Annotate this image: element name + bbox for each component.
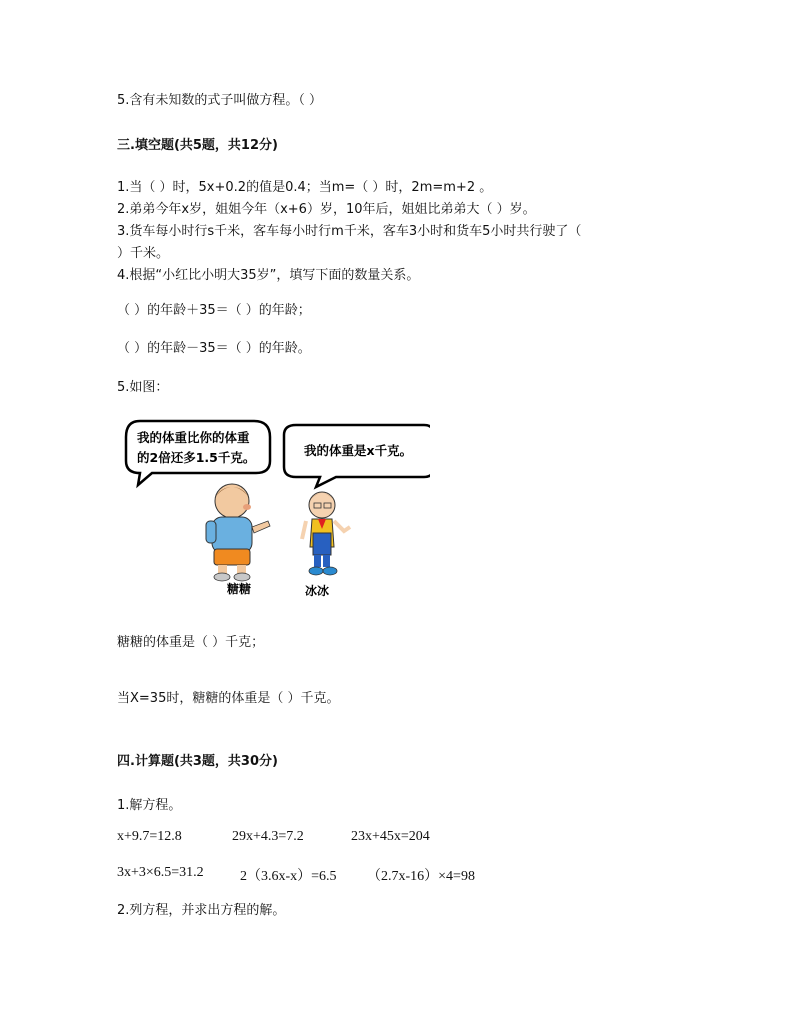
equation-3: 23x+45x=204 xyxy=(351,829,430,844)
section-4-heading: 四.计算题(共3题，共30分) xyxy=(117,754,278,769)
fill-question-5-part-a: 糖糖的体重是（ ）千克； xyxy=(117,635,265,650)
name-tangtang: 糖糖 xyxy=(227,582,252,596)
bubble-left-line2: 的2倍还多1.5千克。 xyxy=(137,450,256,465)
calc-question-1: 1.解方程。 xyxy=(117,798,182,813)
fill-question-5: 5.如图： xyxy=(117,380,169,395)
fill-question-5-part-b: 当X=35时，糖糖的体重是（ ）千克。 xyxy=(117,691,340,706)
equation-5: 2（3.6x-x）=6.5 xyxy=(240,869,337,884)
fill-question-4-relation-a: （ ）的年龄＋35＝（ ）的年龄； xyxy=(117,303,311,318)
equation-4: 3x+3×6.5=31.2 xyxy=(117,865,204,880)
fill-question-3-line2: ）千米。 xyxy=(117,246,170,261)
fill-question-3-line1: 3.货车每小时行s千米，客车每小时行m千米，客车3小时和货车5小时共行驶了（ xyxy=(117,224,582,239)
fill-question-4: 4.根据“小红比小明大35岁”，填写下面的数量关系。 xyxy=(117,268,420,283)
judge-question-5: 5.含有未知数的式子叫做方程。（ ） xyxy=(117,93,323,108)
equation-2: 29x+4.3=7.2 xyxy=(232,829,304,844)
bubble-right-text: 我的体重是x千克。 xyxy=(304,443,413,458)
equation-1: x+9.7=12.8 xyxy=(117,829,182,844)
fill-question-1: 1.当（ ）时，5x+0.2的值是0.4；当m=（ ）时，2m=m+2 。 xyxy=(117,180,493,195)
weight-comparison-figure xyxy=(120,415,430,605)
tangtang-boy-illustration xyxy=(206,484,270,581)
bingbing-boy-illustration xyxy=(302,492,350,575)
fill-question-2: 2.弟弟今年x岁，姐姐今年（x+6）岁，10年后，姐姐比弟弟大（ ）岁。 xyxy=(117,202,536,217)
calc-question-2: 2.列方程，并求出方程的解。 xyxy=(117,903,286,918)
bubble-left-line1: 我的体重比你的体重 xyxy=(137,430,250,445)
fill-question-4-relation-b: （ ）的年龄－35＝（ ）的年龄。 xyxy=(117,341,311,356)
equation-6: （2.7x-16）×4=98 xyxy=(367,869,475,884)
section-3-heading: 三.填空题(共5题，共12分) xyxy=(117,138,278,153)
name-bingbing: 冰冰 xyxy=(305,584,330,598)
